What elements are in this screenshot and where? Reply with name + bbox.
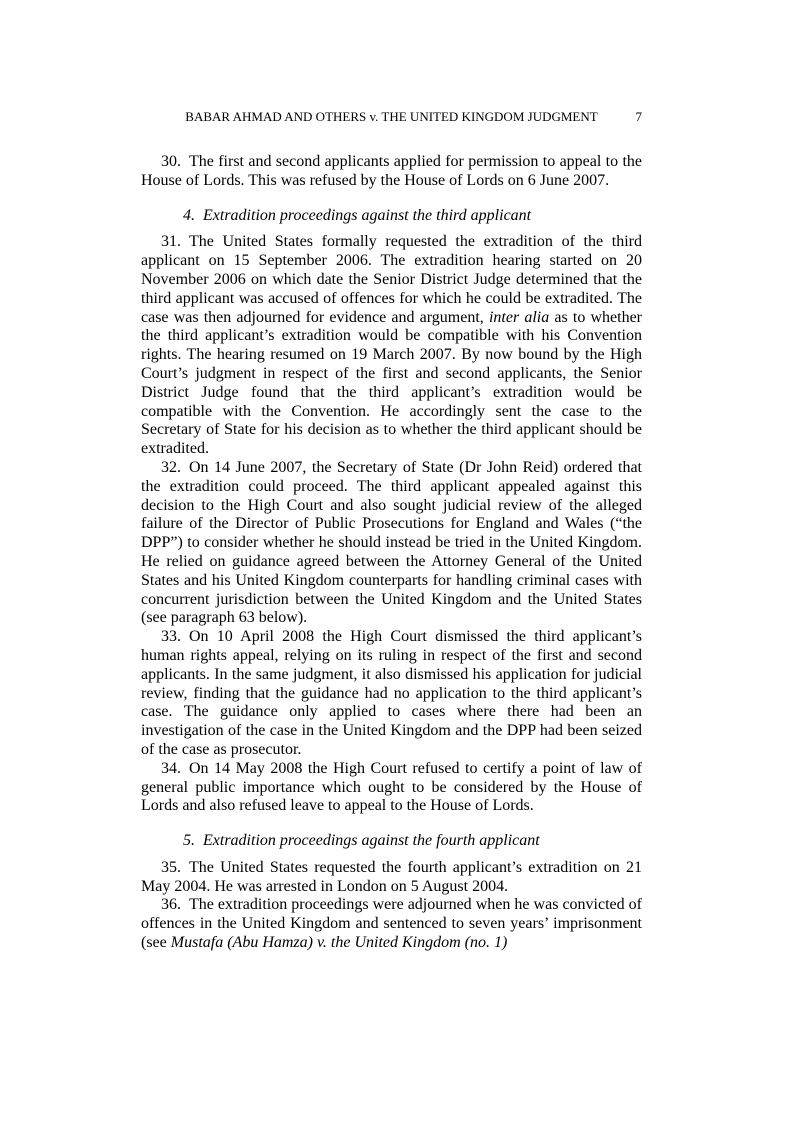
- case-name-mustafa-abu-hamza: Mustafa (Abu Hamza) v. the United Kingdom (no. 1): [170, 934, 508, 952]
- paragraph-36: [141, 896, 642, 952]
- latin-phrase-inter-alia: inter alia: [488, 308, 550, 326]
- heading-extradition-fourth-applicant: 5. Extradition proceedings against the fourth applicant: [183, 832, 540, 850]
- paragraph-33: 33. On 10 April 2008 the High Court dismissed the third applicant’s human rights appeal, relying on its ruling in respect of the first and second applicants. In the same judgment, it also dismissed his application for judicial review, finding that the guidance had no application to the third applicant’s case. The guidance only applied to cases where there had been an investigation of the case in the United Kingdom and the DPP had been seized of the case as prosecutor.: [141, 628, 642, 758]
- page-header: [141, 110, 642, 124]
- paragraph-31: [141, 233, 642, 459]
- paragraph-31-text-cont: as to whether the third applicant’s extradition would be compatible with his Convention rights. The hearing resumed on 19 March 2007. By now bound by the High Court’s judgment in respect of the first and second applicants, the Senior District Judge found that the third applicant’s extradition would be compatible with the Convention. He accordingly sent the case to the Secretary of State for his decision as to whether the third applicant should be extradited.: [141, 308, 643, 458]
- document-body: [141, 153, 642, 953]
- paragraph-31-text: 31. The United States formally requested the extradition of the third applicant on 15 September 2006. The extradition hearing started on 20 November 2006 on which date the Senior District Judge determined that the third applicant was accused of offences for which he could be extradited. The case was then adjourned for evidence and argument,: [141, 233, 642, 326]
- heading-extradition-third-applicant: 4. Extradition proceedings against the third applicant: [183, 206, 532, 224]
- header-title: BABAR AHMAD AND OTHERS v. THE UNITED KINGDOM JUDGMENT: [185, 109, 598, 124]
- paragraph-32: 32. On 14 June 2007, the Secretary of State (Dr John Reid) ordered that the extradition could proceed. The third applicant appealed against this decision to the High Court and also sought judicial review of the alleged failure of the Director of Public Prosecutions for England and Wales (“the DPP”) to consider whether he should instead be tried in the United Kingdom. He relied on guidance agreed between the Attorney General of the United States and his United Kingdom counterparts for handling criminal cases with concurrent jurisdiction between the United Kingdom and the United States (see paragraph 63 below).: [141, 458, 642, 627]
- paragraph-34: 34. On 14 May 2008 the High Court refused to certify a point of law of general public importance which ought to be considered by the House of Lords and also refused leave to appeal to the House of Lords.: [141, 759, 642, 815]
- paragraph-30: 30. The first and second applicants applied for permission to appeal to the House of Lords. This was refused by the House of Lords on 6 June 2007.: [141, 153, 642, 189]
- page-number: 7: [635, 109, 642, 124]
- paragraph-35: 35. The United States requested the fourth applicant’s extradition on 21 May 2004. He was arrested in London on 5 August 2004.: [141, 858, 642, 895]
- paragraph-36-text: 36. The extradition proceedings were adjourned when he was convicted of offences in the United Kingdom and sentenced to seven years’ imprisonment (see: [141, 896, 642, 952]
